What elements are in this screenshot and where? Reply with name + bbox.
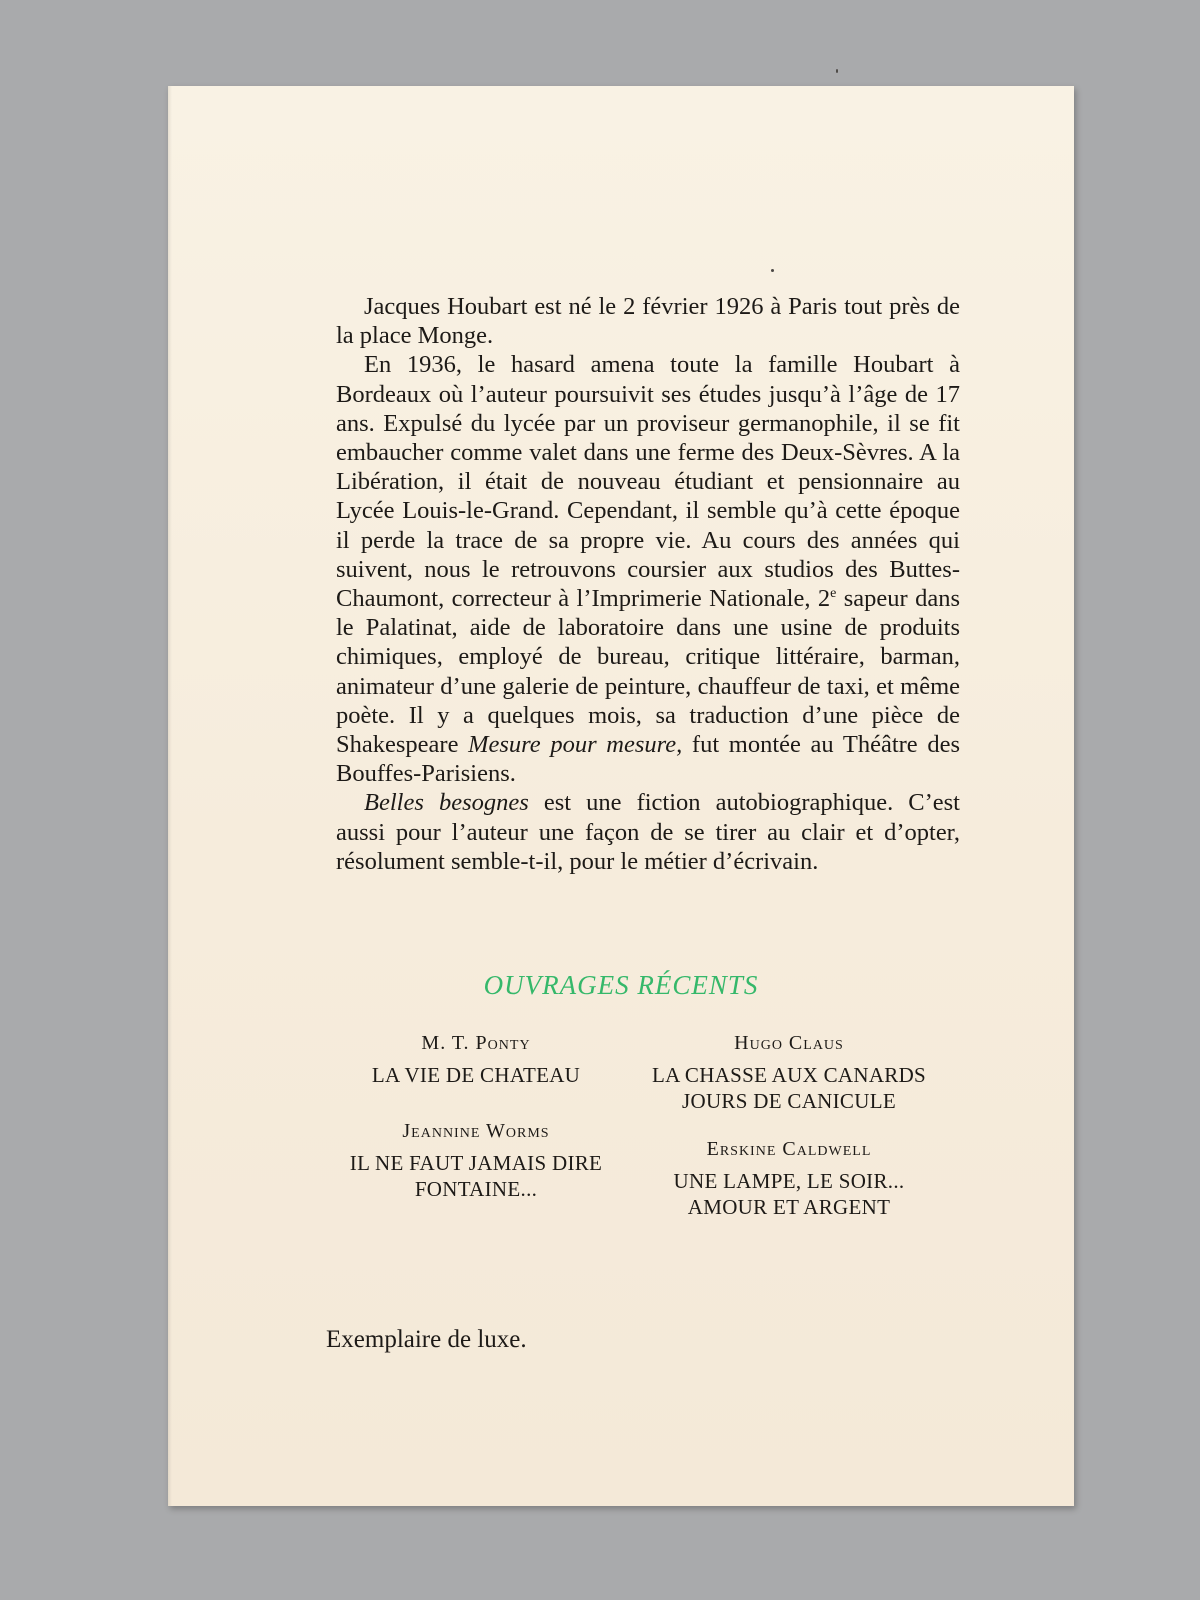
edition-note: Exemplaire de luxe. bbox=[326, 1326, 527, 1353]
book-title: LA VIE DE CHATEAU bbox=[371, 1063, 581, 1087]
play-title-italic: Mesure pour mesure, bbox=[468, 731, 683, 759]
book-title: LA CHASSE AUX CANARDS bbox=[651, 1063, 927, 1087]
bio-paragraph-3 bbox=[336, 788, 960, 876]
recent-works-heading: OUVRAGES RÉCENTS bbox=[483, 970, 759, 1000]
bio-paragraph-1 bbox=[336, 292, 960, 350]
bio-paragraph-1-text: Jacques Houbart est né le 2 février 1926 à Paris tout près de la place Monge. bbox=[336, 293, 960, 350]
book-title: JOURS DE CANICULE bbox=[682, 1089, 896, 1113]
book-title-italic: Belles besognes bbox=[364, 789, 529, 817]
biography-text bbox=[336, 292, 960, 876]
author-name: M. T. Ponty bbox=[421, 1032, 531, 1054]
book-title: IL NE FAUT JAMAIS DIRE bbox=[349, 1151, 603, 1175]
author-name: Hugo Claus bbox=[734, 1032, 844, 1054]
ordinal-superscript: e bbox=[830, 586, 837, 602]
author-name: Erskine Caldwell bbox=[706, 1138, 872, 1160]
book-title: AMOUR ET ARGENT bbox=[687, 1195, 891, 1219]
paper-speck bbox=[836, 69, 838, 73]
recent-work-entry bbox=[624, 1030, 954, 1114]
recent-work-entry bbox=[624, 1136, 954, 1220]
book-title: FONTAINE... bbox=[414, 1177, 538, 1201]
bio-paragraph-2-text-b: sapeur dans le Palatinat, aide de laboratoire dans une usine de produits chimiques, employé de bureau, critique littéraire, barman, animateur d’une galerie de peinture, chauffeur de taxi, et même poète. Il y a quelques mois, sa traduction d’une pièce de Shakespeare bbox=[336, 585, 960, 759]
bio-paragraph-2 bbox=[336, 350, 960, 788]
bio-paragraph-3-text: est une fiction autobiographique. C’est aussi pour l’auteur une façon de se tirer au clair et d’opter, résolument semble-t-il, pour le métier d’écrivain. bbox=[336, 789, 960, 875]
paper-speck bbox=[771, 269, 774, 272]
book-title: UNE LAMPE, LE SOIR... bbox=[673, 1169, 905, 1193]
bio-paragraph-2-text-a: En 1936, le hasard amena toute la famille Houbart à Bordeaux où l’auteur poursuivit ses études jusqu’à l’âge de 17 ans. Expulsé du lycée par un proviseur germanophile, il se fit embaucher comme valet dans une ferme des Deux-Sèvres. A la Libération, il était de nouveau étudiant et pensionnaire au Lycée Louis-le-Grand. Cependant, il semble qu’à cette époque il perde la trace de sa propre vie. Au cours des années qui suivent, nous le retrouvons coursier aux studios des Buttes-Chaumont, correcteur à l’Imprimerie Nationale, 2 bbox=[336, 351, 960, 613]
book-back-cover bbox=[168, 86, 1074, 1506]
recent-work-entry bbox=[311, 1030, 641, 1088]
bio-paragraph-2-text-c: fut montée au Théâtre des Bouffes-Parisiens. bbox=[336, 731, 960, 788]
recent-works-left-column bbox=[311, 1030, 641, 1224]
author-name: Jeannine Worms bbox=[402, 1120, 550, 1142]
recent-work-entry bbox=[311, 1118, 641, 1202]
recent-works-right-column bbox=[624, 1030, 954, 1242]
